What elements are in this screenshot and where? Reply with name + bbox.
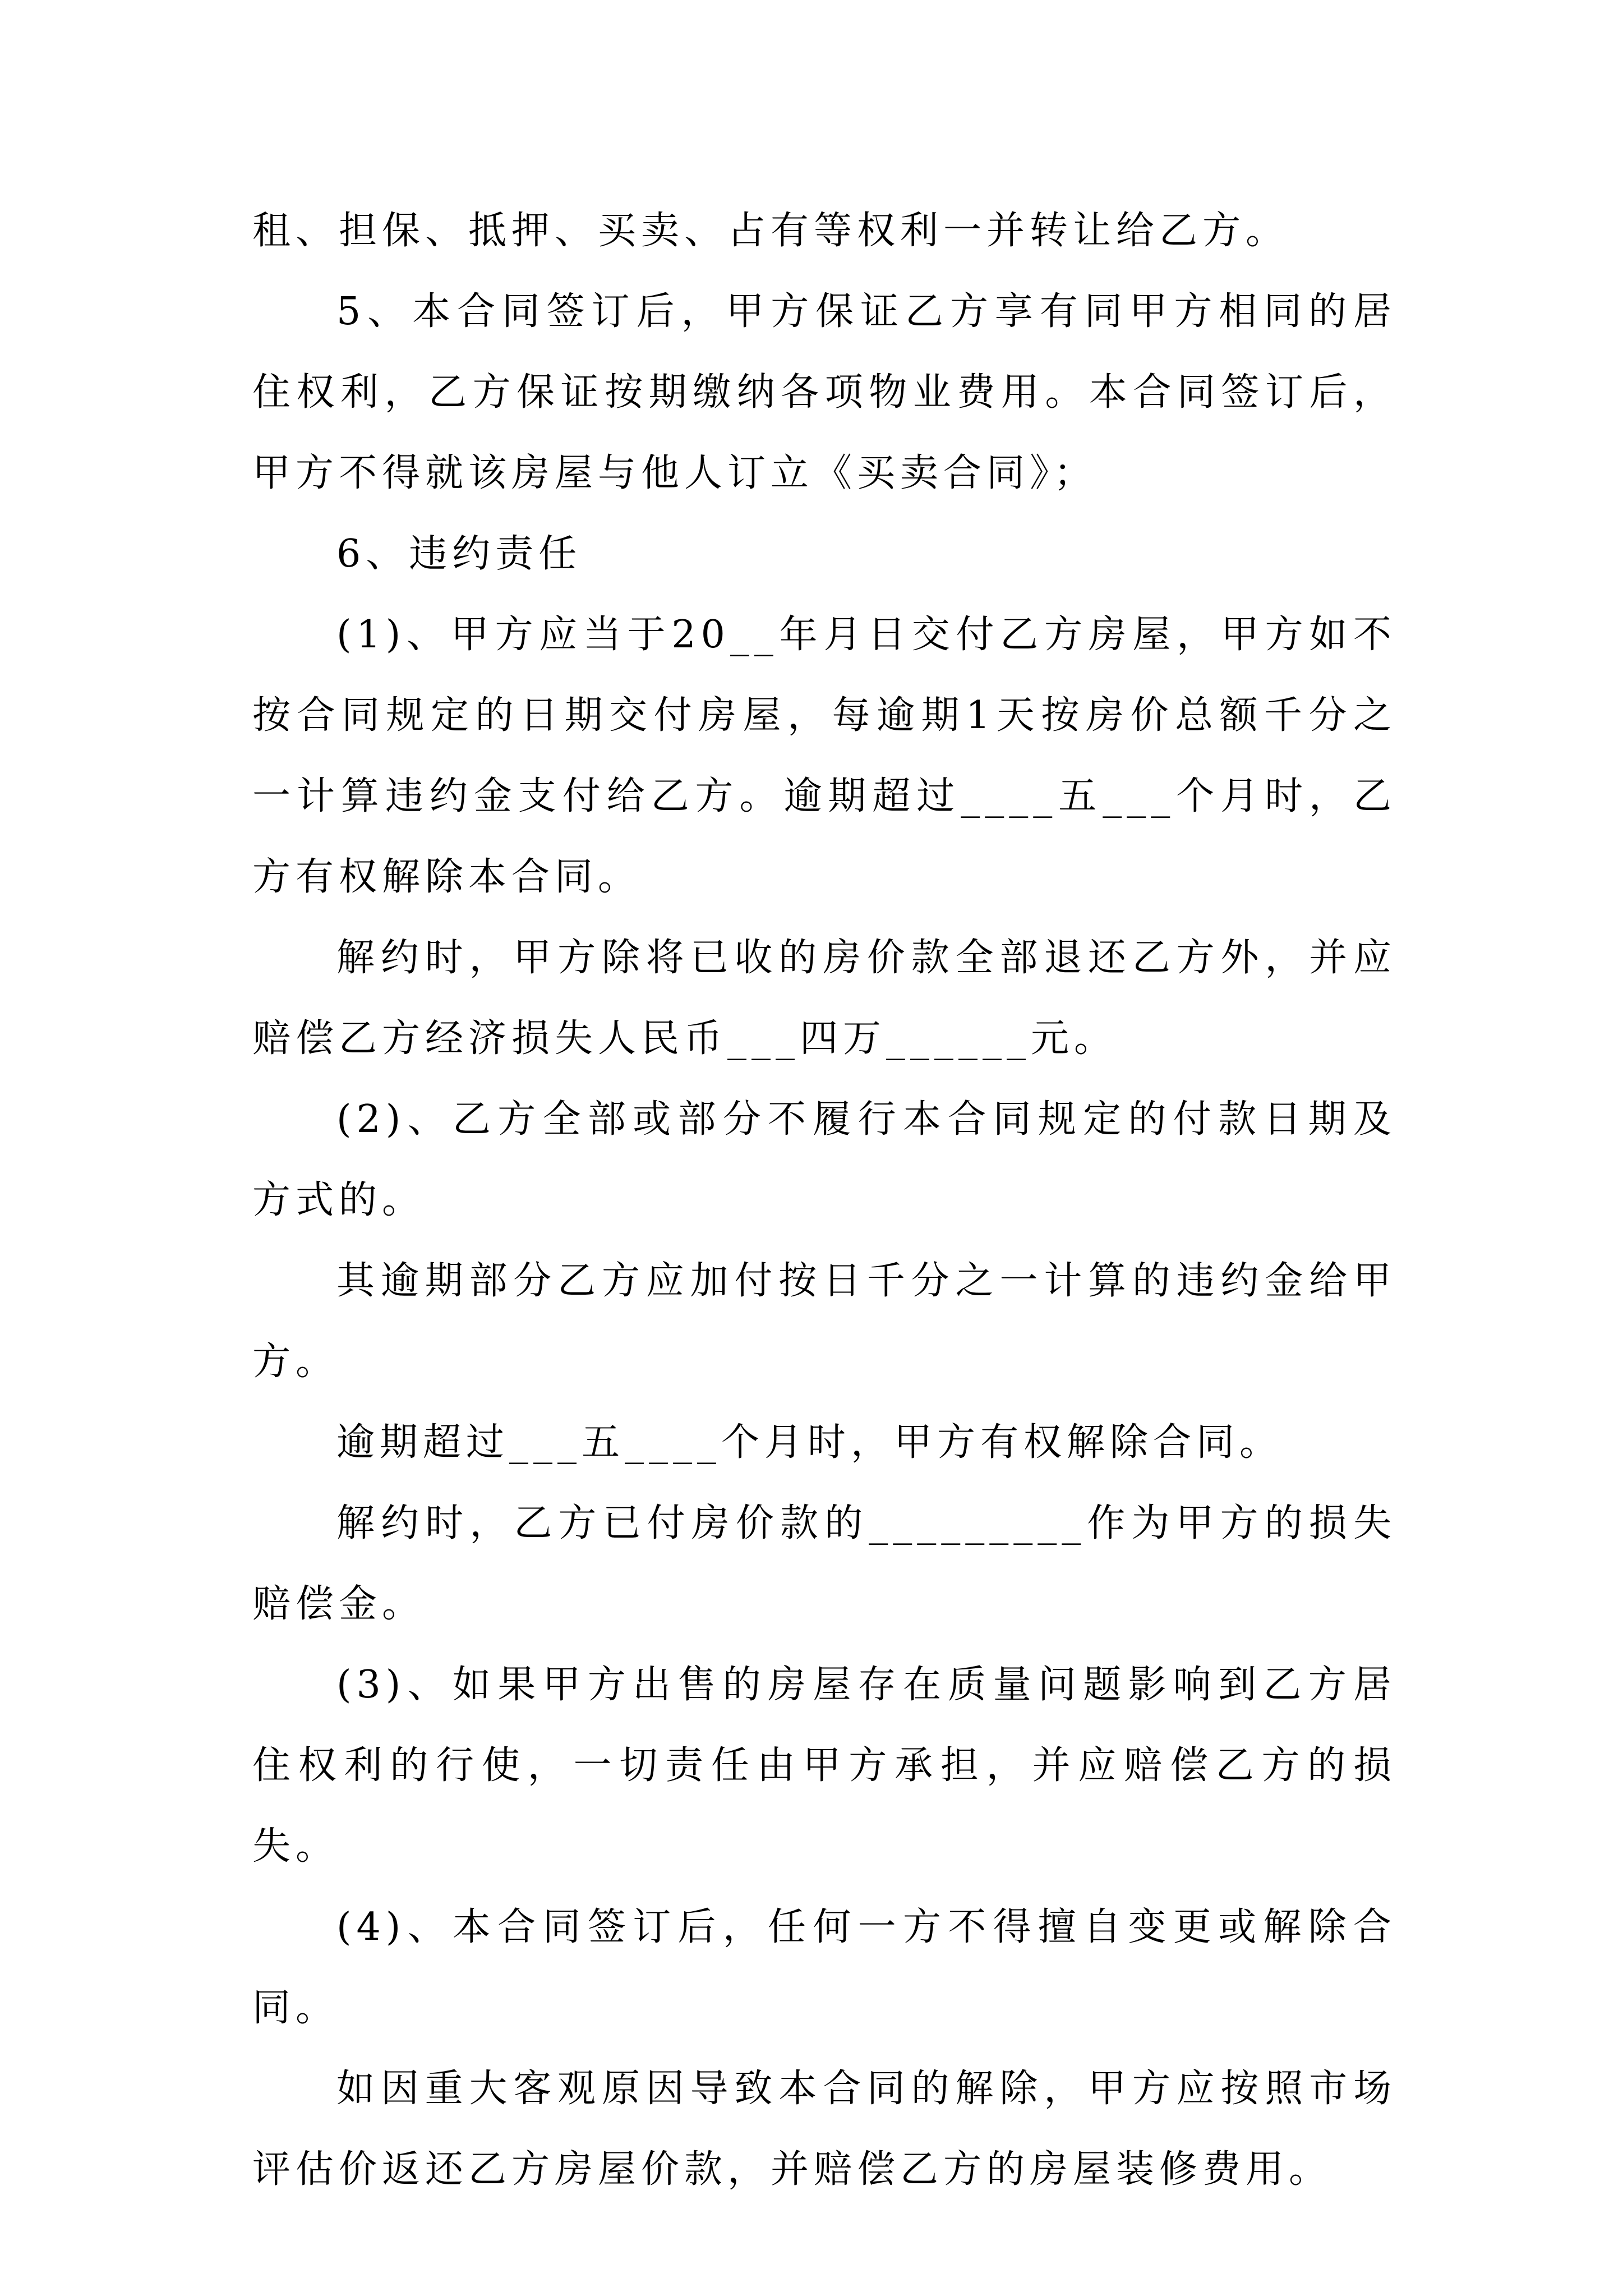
- paragraph-clause-6-heading: 6、违约责任: [336, 532, 582, 576]
- document-body: [252, 191, 1396, 2210]
- paragraph-clause-6-3: (3)、如果甲方出售的房屋存在质量问题影响到乙方居住权利的行使，一切责任由甲方承担，并应赔偿乙方的损失。: [252, 1663, 1396, 1869]
- paragraph-termination-buyer: 解约时，乙方已付房价款的_________作为甲方的损失赔偿金。: [252, 1501, 1396, 1626]
- paragraph-overdue-termination: 逾期超过___五____个月时，甲方有权解除合同。: [336, 1420, 1283, 1465]
- paragraph-clause-5: 5、本合同签订后，甲方保证乙方享有同甲方相同的居住权利，乙方保证按期缴纳各项物业费用。本合同签订后，甲方不得就该房屋与他人订立《买卖合同》；: [252, 289, 1396, 495]
- paragraph-clause-6-1: (1)、甲方应当于20__年月日交付乙方房屋，甲方如不按合同规定的日期交付房屋，每逾期1天按房价总额千分之一计算违约金支付给乙方。逾期超过____五___个月时，乙方有权解除本合同。: [252, 613, 1396, 899]
- paragraph-major-cause-termination: 如因重大客观原因导致本合同的解除，甲方应按照市场评估价返还乙方房屋价款，并赔偿乙方的房屋装修费用。: [252, 2067, 1396, 2192]
- paragraph-clause-6-4: (4)、本合同签订后，任何一方不得擅自变更或解除合同。: [252, 1905, 1396, 2030]
- paragraph-clause-6-2: (2)、乙方全部或部分不履行本合同规定的付款日期及方式的。: [252, 1097, 1396, 1222]
- paragraph-late-payment-penalty: 其逾期部分乙方应加付按日千分之一计算的违约金给甲方。: [252, 1259, 1396, 1384]
- paragraph-continuation: 租、担保、抵押、买卖、占有等权利一并转让给乙方。: [252, 209, 1289, 253]
- paragraph-termination-seller: 解约时，甲方除将已收的房价款全部退还乙方外，并应赔偿乙方经济损失人民币___四万______元。: [252, 936, 1396, 1061]
